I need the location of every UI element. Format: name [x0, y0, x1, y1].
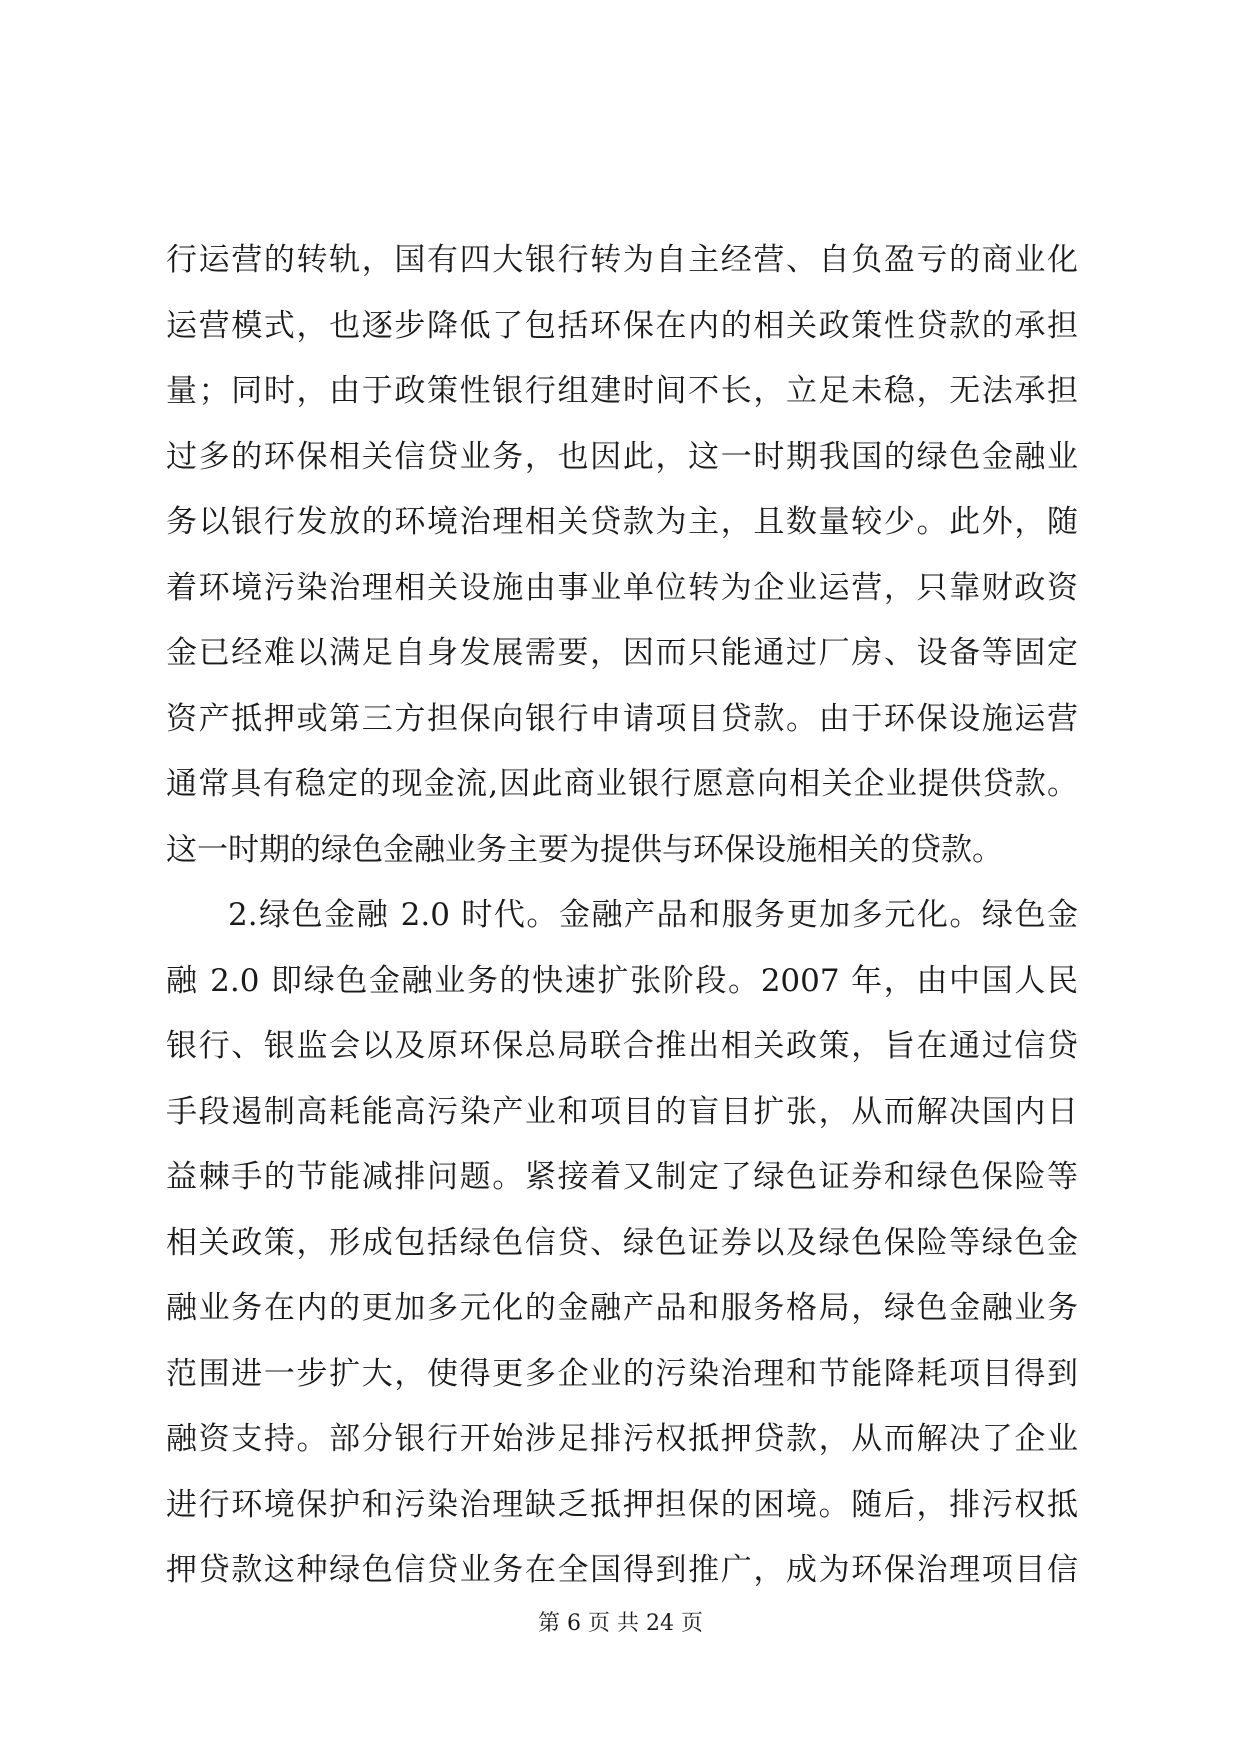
text-line: 进行环境保护和污染治理缺乏抵押担保的困境。随后，排污权抵	[166, 1486, 1078, 1523]
paragraph-1	[166, 228, 1078, 883]
text-line: 银行、银监会以及原环保总局联合推出相关政策，旨在通过信贷	[166, 1028, 1078, 1064]
body-text	[166, 228, 1078, 1604]
text-line: 量；同时，由于政策性银行组建时间不长，立足未稳，无法承担	[166, 373, 1078, 409]
text-line: 益棘手的节能减排问题。紧接着又制定了绿色证券和绿色保险等	[166, 1159, 1078, 1195]
text-line: 着环境污染治理相关设施由事业单位转为企业运营，只靠财政资	[166, 569, 1078, 606]
page-number-footer: 第 6 页 共 24 页	[538, 1611, 703, 1636]
text-line: 押贷款这种绿色信贷业务在全国得到推广，成为环保治理项目信	[166, 1552, 1078, 1588]
text-line: 运营模式，也逐步降低了包括环保在内的相关政策性贷款的承担	[166, 307, 1078, 344]
text-line: 资产抵押或第三方担保向银行申请项目贷款。由于环保设施运营	[166, 700, 1078, 737]
text-line: 手段遏制高耗能高污染产业和项目的盲目扩张，从而解决国内日	[166, 1093, 1078, 1130]
paragraph-2	[166, 883, 1078, 1604]
text-line: 这一时期的绿色金融业务主要为提供与环保设施相关的贷款。	[166, 831, 1003, 868]
text-line: 融 2.0 即绿色金融业务的快速扩张阶段。2007 年，由中国人民	[166, 962, 1078, 999]
text-line: 融业务在内的更加多元化的金融产品和服务格局，绿色金融业务	[166, 1290, 1078, 1326]
text-line: 相关政策，形成包括绿色信贷、绿色证券以及绿色保险等绿色金	[166, 1224, 1078, 1261]
text-line: 行运营的转轨，国有四大银行转为自主经营、自负盈亏的商业化	[166, 242, 1078, 278]
text-line: 通常具有稳定的现金流,因此商业银行愿意向相关企业提供贷款。	[166, 766, 1078, 802]
text-line: 务以银行发放的环境治理相关贷款为主，且数量较少。此外，随	[166, 504, 1078, 540]
text-line: 过多的环保相关信贷业务，也因此，这一时期我国的绿色金融业	[166, 438, 1078, 475]
text-line: 范围进一步扩大，使得更多企业的污染治理和节能降耗项目得到	[166, 1355, 1078, 1392]
text-line: 2.绿色金融 2.0 时代。金融产品和服务更加多元化。绿色金	[228, 897, 1078, 933]
text-line: 融资支持。部分银行开始涉足排污权抵押贷款，从而解决了企业	[166, 1421, 1078, 1457]
text-line: 金已经难以满足自身发展需要，因而只能通过厂房、设备等固定	[166, 635, 1078, 671]
